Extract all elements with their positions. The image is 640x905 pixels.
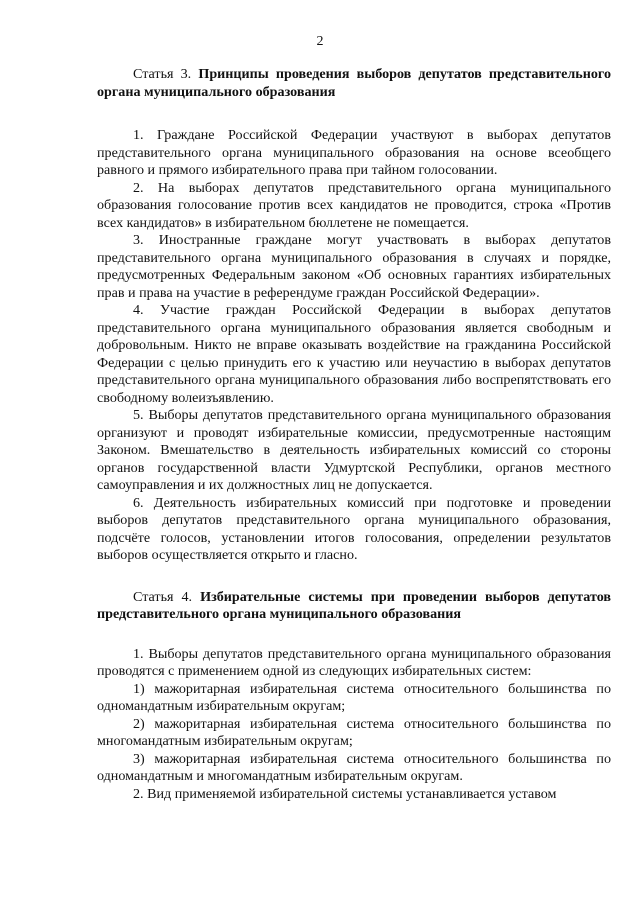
article-3-paragraph-2: 2. На выборах депутатов представительного органа муниципального образования голосование против всех кандидатов не проводится, строка «Против всех кандидатов» в избирательном бюллетене не помещается.	[97, 179, 611, 231]
article-4-item-3: 3) мажоритарная избирательная система относительного большинства по одномандатным и многомандатным избирательным округам.	[97, 750, 611, 784]
article-4-paragraph-2: 2. Вид применяемой избирательной системы устанавливается уставом	[133, 785, 557, 802]
article-3-heading	[97, 66, 611, 101]
article-3-label: Статья 3.	[133, 66, 192, 82]
article-3-paragraph-4: 4. Участие граждан Российской Федерации в выборах депутатов представительного органа муниципального образования является свободным и добровольным. Никто не вправе оказывать воздействие на гражданина Российской Федерации с целью принудить его к участию или неучастию в выборах депутатов представительного органа муниципального образования либо воспрепятствовать его свободному волеизъявлению.	[97, 302, 611, 406]
article-3-paragraph-5: 5. Выборы депутатов представительного органа муниципального образования организуют и проводят избирательные комиссии, предусмотренные настоящим Законом. Вмешательство в деятельность избирательных комиссий со стороны органов государственной власти Удмуртской Республики, органов местного самоуправления и их должностных лиц не допускается.	[97, 407, 611, 493]
spacer	[97, 565, 611, 589]
article-4-heading	[97, 589, 611, 624]
document-body	[97, 66, 611, 803]
article-4-title: Избирательные системы при проведении выборов депутатов представительного органа муниципального образования	[97, 588, 611, 622]
spacer	[97, 101, 611, 127]
article-4-paragraph-1: 1. Выборы депутатов представительного органа муниципального образования проводятся с применением одной из следующих избирательных систем:	[97, 645, 611, 679]
article-4-item-1: 1) мажоритарная избирательная система относительного большинства по одномандатным избирательным округам;	[97, 680, 611, 714]
article-3-title: Принципы проведения выборов депутатов представительного органа муниципального образования	[97, 66, 612, 100]
article-4-label: Статья 4.	[133, 588, 193, 605]
article-4-item-2: 2) мажоритарная избирательная система относительного большинства по многомандатным избирательным округам;	[97, 715, 611, 749]
article-3-paragraph-3: 3. Иностранные граждане могут участвовать в выборах депутатов представительного органа муниципального образования в случаях и порядке, предусмотренных Федеральным законом «Об основных гарантиях избирательных прав и права на участие в референдуме граждан Российской Федерации».	[97, 232, 611, 301]
article-3-paragraph-1: 1. Граждане Российской Федерации участвуют в выборах депутатов представительного органа муниципального образования на основе всеобщего равного и прямого избирательного права при тайном голосовании.	[97, 127, 611, 178]
page-number: 2	[316, 34, 324, 49]
article-3-paragraph-6: 6. Деятельность избирательных комиссий при подготовке и проведении выборов депутатов представительного органа муниципального образования, подсчёте голосов, установлении итогов голосования, определении результатов выборов осуществляется открыто и гласно.	[97, 494, 611, 563]
spacer	[97, 624, 611, 646]
